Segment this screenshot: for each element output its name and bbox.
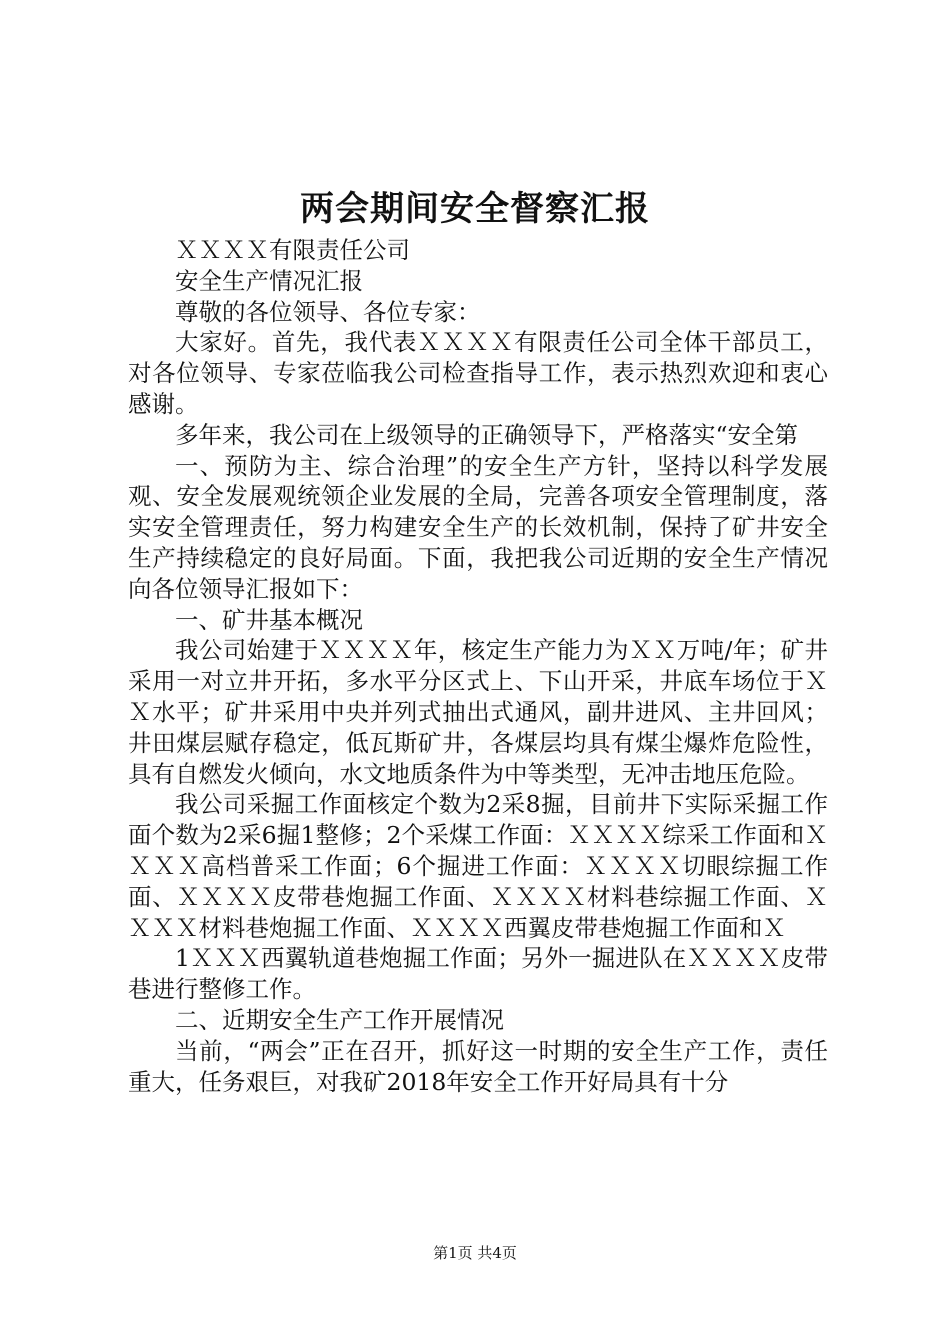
section-heading-recent-work: 二、近期安全生产工作开展情况	[175, 1005, 504, 1034]
paragraph-working-faces: 我公司采掘工作面核定个数为2采8掘，目前井下实际采掘工作面个数为2采6掘1整修；2个采煤工作面：ＸＸＸＸ综采工作面和ＸＸＸＸ高档普采工作面；6个掘进工作面：ＸＸＸＸ切眼综掘工作面、ＸＸＸＸ皮带巷炮掘工作面、ＸＸＸＸ材料巷综掘工作面、ＸＸＸＸ材料巷炮掘工作面、ＸＸＸＸ西翼皮带巷炮掘工作面和Ｘ	[128, 790, 828, 942]
section-heading-mine-overview: 一、矿井基本概况	[175, 605, 363, 634]
paragraph-salutation: 尊敬的各位领导、各位专家：	[175, 297, 481, 326]
paragraph-greeting: 大家好。首先，我代表ＸＸＸＸ有限责任公司全体干部员工，对各位领导、专家莅临我公司检查指导工作，表示热烈欢迎和衷心感谢。	[128, 328, 828, 418]
document-body	[128, 235, 828, 1097]
paragraph-policy: 一、预防为主、综合治理”的安全生产方针，坚持以科学发展观、安全发展观统领企业发展的全局，完善各项安全管理制度，落实安全管理责任，努力构建安全生产的长效机制，保持了矿井安全生产持续稳定的良好局面。下面，我把我公司近期的安全生产情况向各位领导汇报如下：	[128, 451, 828, 603]
paragraph-working-faces-cont: 1ＸＸＸ西翼轨道巷炮掘工作面；另外一掘进队在ＸＸＸＸ皮带巷进行整修工作。	[128, 944, 828, 1004]
paragraph-mine-overview: 我公司始建于ＸＸＸＸ年，核定生产能力为ＸＸ万吨/年；矿井采用一对立井开拓，多水平分区式上、下山开采，井底车场位于ＸＸ水平；矿井采用中央并列式抽出式通风，副井进风、主井回风；井田煤层赋存稳定，低瓦斯矿井，各煤层均具有煤尘爆炸危险性，具有自燃发火倾向，水文地质条件为中等类型，无冲击地压危险。	[128, 636, 828, 788]
paragraph-recent-work: 当前，“两会”正在召开，抓好这一时期的安全生产工作，责任重大，任务艰巨，对我矿2018年安全工作开好局具有十分	[128, 1036, 828, 1096]
paragraph-company-name: ＸＸＸＸ有限责任公司	[175, 236, 410, 264]
document-title: 两会期间安全督察汇报	[300, 189, 650, 229]
page-number-footer: 第1页 共4页	[433, 1244, 517, 1262]
paragraph-report-subtitle: 安全生产情况汇报	[175, 266, 363, 295]
paragraph-intro: 多年来，我公司在上级领导的正确领导下，严格落实“安全第	[175, 420, 799, 449]
